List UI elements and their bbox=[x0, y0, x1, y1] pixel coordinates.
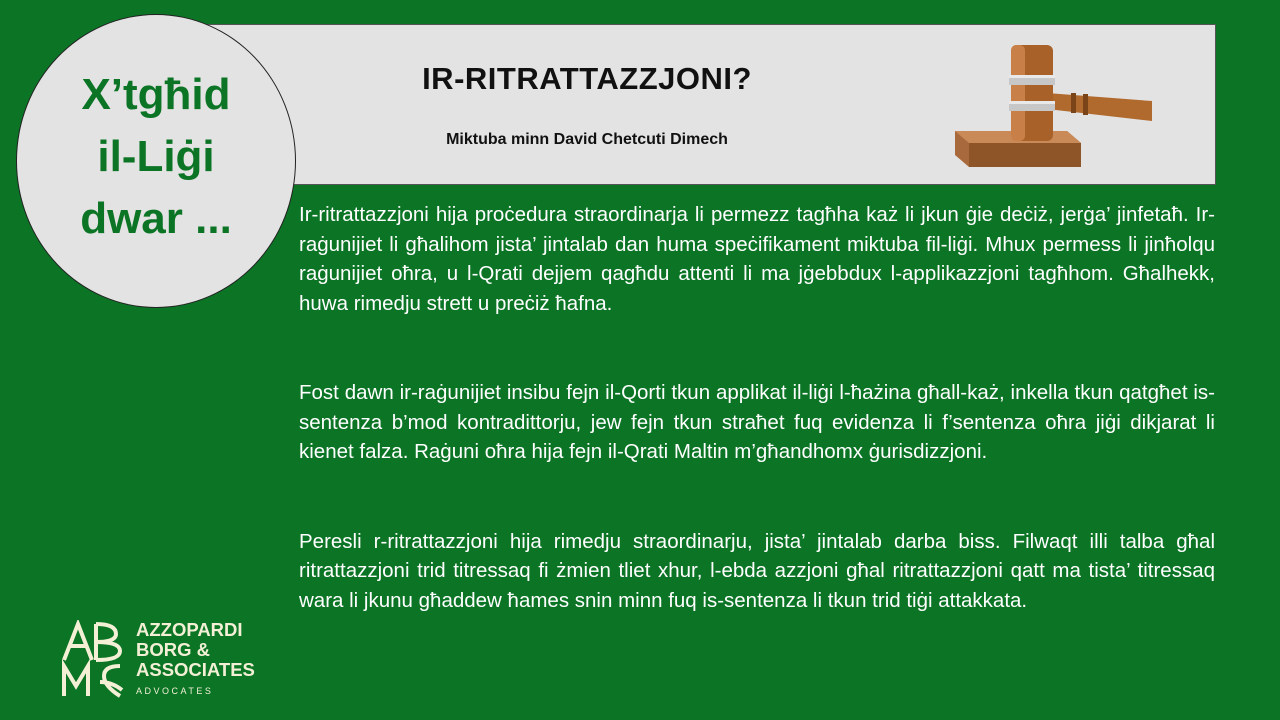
topic-badge bbox=[16, 14, 296, 308]
paragraph: Peresli r-ritrattazzjoni hija rimedju straordinarju, jista’ jintalab darba biss. Filwaqt illi talba għal ritrattazzjoni trid titressaq fi żmien tliet xhur, l-ebda azzjoni għal ritrattazzjoni qatt ma tista’ titressaq wara li jkunu għaddew ħames snin minn fuq is-sentenza li tkun trid tiġi attakkata. bbox=[299, 529, 1215, 612]
badge-text bbox=[80, 64, 232, 250]
firm-name-line: AZZOPARDI bbox=[136, 619, 243, 640]
badge-line: dwar ... bbox=[80, 194, 232, 243]
abm-monogram-icon bbox=[60, 620, 132, 700]
firm-logo bbox=[60, 620, 300, 702]
article-body bbox=[299, 200, 1215, 675]
badge-line: il-Liġi bbox=[97, 132, 215, 181]
page-title: IR-RITRATTAZZJONI? bbox=[422, 61, 752, 96]
badge-line: X’tgħid bbox=[81, 70, 231, 119]
firm-name-line: ASSOCIATES bbox=[136, 659, 255, 680]
gavel-icon bbox=[947, 35, 1162, 175]
header-panel bbox=[196, 24, 1216, 185]
firm-name-line: BORG & bbox=[136, 639, 210, 660]
firm-name bbox=[136, 620, 255, 680]
paragraph: Ir-ritrattazzjoni hija proċedura straordinarja li permezz tagħha każ li jkun ġie deċiż, jerġa’ jinfetaħ. Ir-raġunijiet li għalihom jista’ jintalab dan huma speċifikament miktuba fil-liġi. Mhux permess li jinħolqu raġunijiet oħra, u l-Qrati dejjem qagħdu attenti li ma jġebbdux l-applikazzjoni tagħhom. Għalhekk, huwa rimedju strett u preċiż ħafna. bbox=[299, 203, 1215, 315]
firm-subtitle: ADVOCATES bbox=[136, 686, 214, 696]
author-byline: Miktuba minn David Chetcuti Dimech bbox=[446, 131, 728, 148]
paragraph: Fost dawn ir-raġunijiet insibu fejn il-Qorti tkun applikat il-liġi l-ħażina għall-każ, inkella tkun qatgħet is-sentenza b’mod kontradittorju, jew fejn tkun straħet fuq evidenza li f’sentenza oħra jiġi dikjarat li kienet falza. Raġuni oħra hija fejn il-Qrati Maltin m’għandhomx ġurisdizzjoni. bbox=[299, 381, 1215, 463]
